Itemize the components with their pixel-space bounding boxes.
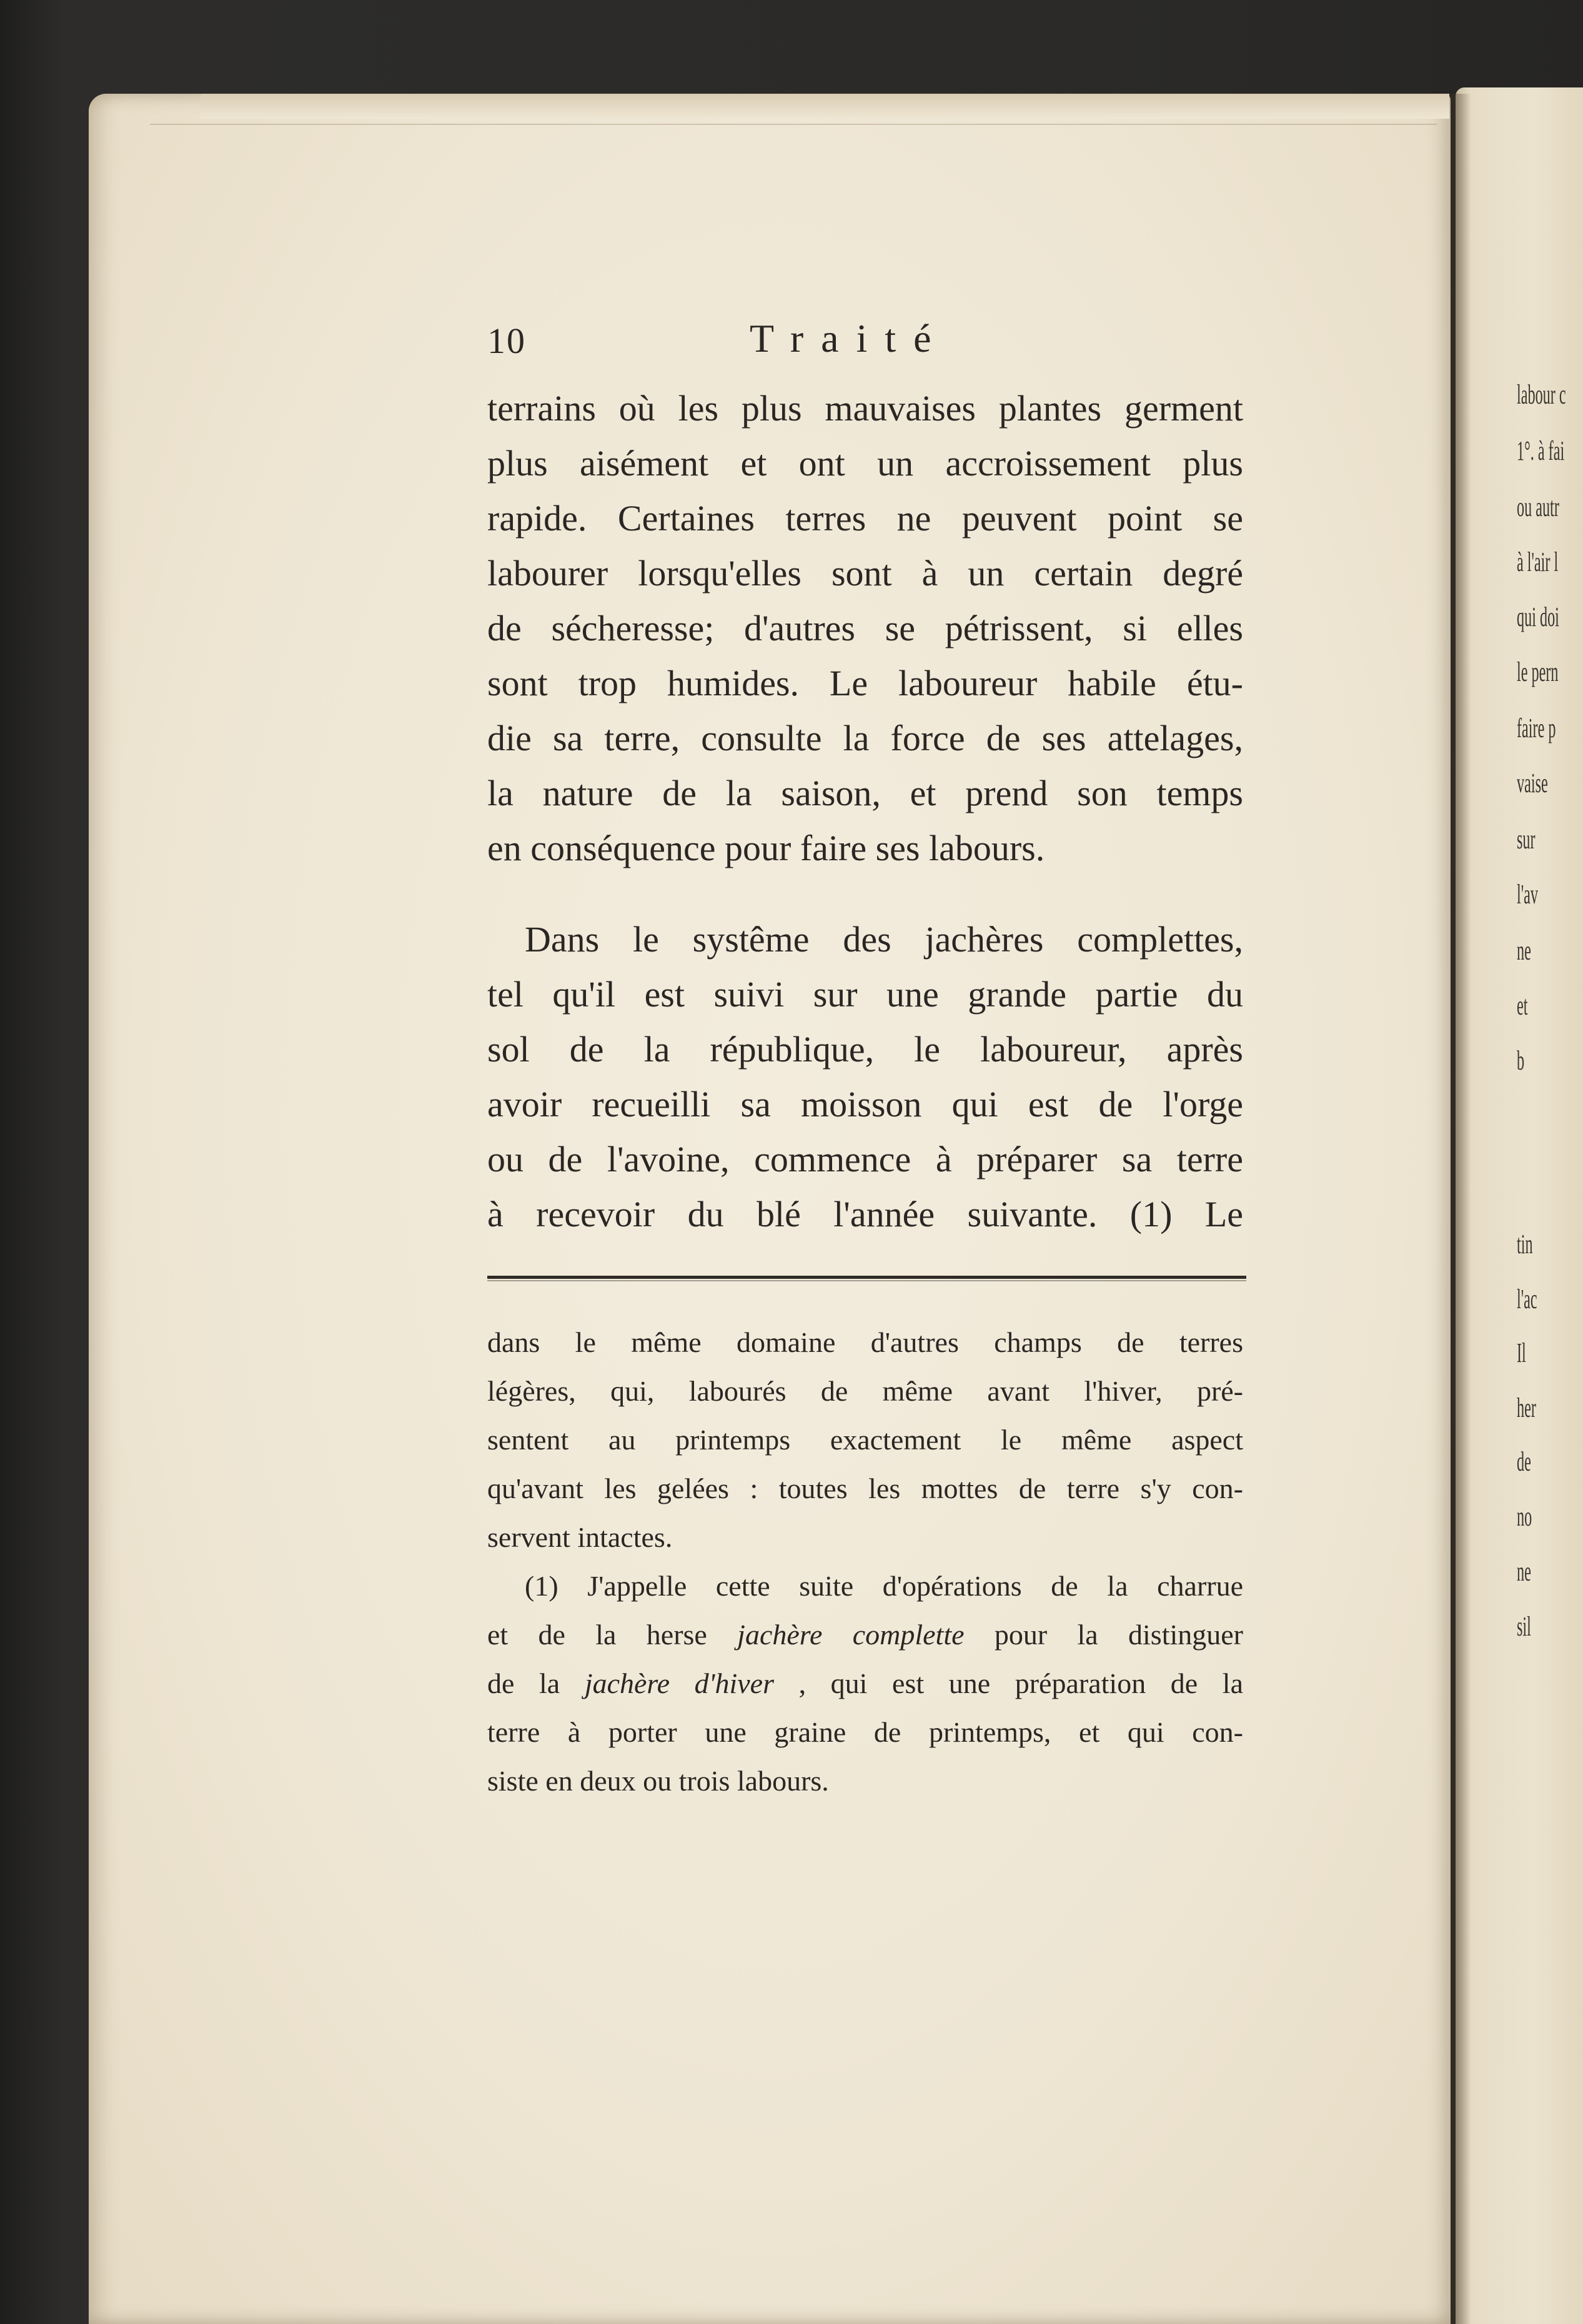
running-title: Traité [750,316,949,360]
footnote-rule [487,1276,1246,1279]
body-line: ou de l'avoine, commence à préparer sa terre [487,1139,1243,1179]
footnote-italic-term: jachère d'hiver [584,1667,774,1699]
facing-page-fragment: Il [1517,1338,1526,1368]
facing-page-fragment: b [1517,1045,1525,1076]
footnote-line: qu'avant les gelées : toutes les mottes de terre s'y con- [487,1472,1243,1504]
facing-page-fragment: vaise [1517,768,1548,798]
facing-page-fragment: le pern [1517,657,1559,687]
footnote-text: pour la distinguer [994,1619,1243,1651]
body-line: sol de la république, le laboureur, après [487,1029,1243,1070]
footnote-italic-term: jachère complette [737,1619,965,1651]
facing-page-fragment: qui doi [1517,602,1559,632]
footnote-line: sentent au printemps exactement le même aspect [487,1424,1243,1456]
facing-page-fragment: ne [1517,935,1531,966]
footnote-text: , qui est une préparation de la [798,1667,1243,1699]
footnote-text: de la [487,1667,560,1699]
facing-page-fragment: sil [1517,1611,1531,1642]
facing-page-fragment: l'av [1517,879,1538,910]
facing-page-fragment: labour c [1517,379,1566,410]
facing-page-fragment: tin [1517,1229,1533,1259]
body-line: rapide. Certaines terres ne peuvent point se [487,498,1243,539]
footnote-1-line: siste en deux ou trois labours. [487,1765,829,1797]
facing-page-fragment: faire p [1517,713,1556,743]
footnote-line: légères, qui, labourés de même avant l'hiver, pré- [487,1375,1243,1407]
footnote-line: servent intactes. [487,1521,673,1553]
facing-page-fragment: 1°. à fai [1517,435,1565,466]
facing-page-fragment: et [1517,990,1528,1021]
facing-page-fragment: sur [1517,824,1536,855]
facing-page-fragment: l'ac [1517,1284,1537,1314]
body-line: en conséquence pour faire ses labours. [487,828,1045,868]
facing-page-fragment: her [1517,1393,1536,1423]
footnote-1-line [487,1667,1243,1700]
footnote-1-line: terre à porter une graine de printemps, et qui con- [487,1716,1243,1748]
page-number: 10 [487,320,526,361]
footnote-1-line [487,1618,1243,1651]
body-line: à recevoir du blé l'année suivante. (1) Le [487,1194,1243,1234]
body-line: tel qu'il est suivi sur une grande partie du [487,974,1243,1015]
body-line: terrains où les plus mauvaises plantes germent [487,388,1243,429]
facing-page-fragment: ou autr [1517,492,1559,522]
body-line: avoir recueilli sa moisson qui est de l'orge [487,1084,1243,1125]
body-line: Dans le systême des jachères complettes, [525,919,1243,960]
body-line: la nature de la saison, et prend son temps [487,773,1243,813]
body-line: sont trop humides. Le laboureur habile étu- [487,663,1243,703]
facing-page-fragment: ne [1517,1556,1531,1587]
facing-page-fragment: no [1517,1501,1532,1532]
body-line: die sa terre, consulte la force de ses attelages, [487,718,1243,758]
body-line: labourer lorsqu'elles sont à un certain degré [487,553,1243,593]
body-line: plus aisément et ont un accroissement plus [487,443,1243,484]
footnote-1-line: (1) J'appelle cette suite d'opérations de la charrue [525,1570,1243,1602]
footnote-line: dans le même domaine d'autres champs de terres [487,1326,1243,1358]
body-line: de sécheresse; d'autres se pétrissent, si elles [487,608,1243,648]
footnote-text: et de la herse [487,1619,707,1651]
facing-page-fragment: à l'air l [1517,547,1559,577]
facing-page-fragment: de [1517,1446,1531,1477]
